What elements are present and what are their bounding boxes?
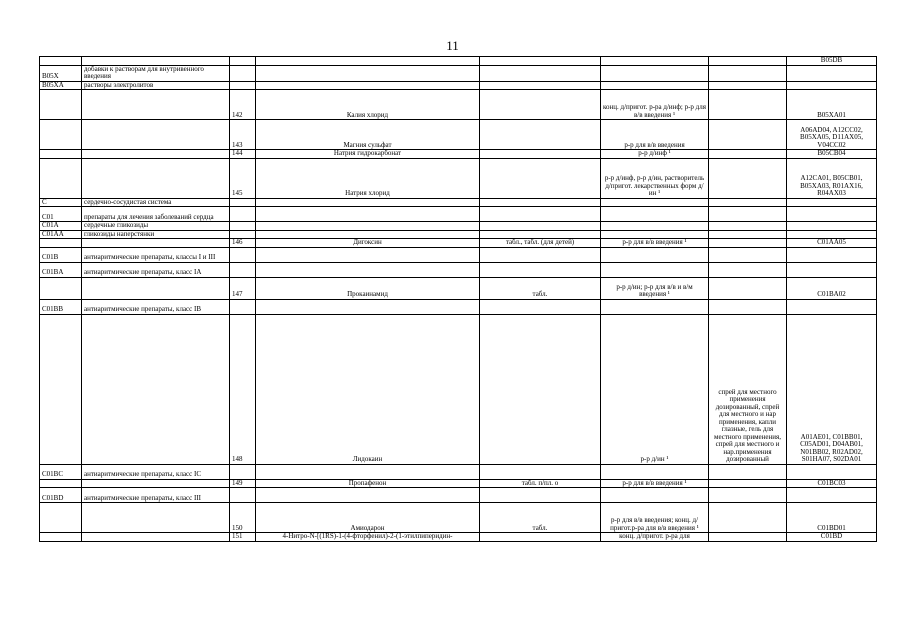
table-row: [40, 207, 877, 222]
injection-form-cell: р-р для в/в введения; конц. д/пригот.р-ра для в/в введения ¹: [601, 503, 709, 533]
atc-codes-cell: B05DB: [787, 57, 877, 66]
injection-form-cell: р-р для в/в введения ¹: [601, 479, 709, 488]
oral-form-cell: [480, 533, 601, 542]
injection-form-cell: р-р д/инф, р-р д/ин, растворитель д/пригот. лекарственных форм д/ин ¹: [601, 158, 709, 198]
atc-group-cell: [82, 533, 230, 542]
injection-form-cell: р-р для в/в введения: [601, 120, 709, 150]
topical-form-cell: [709, 488, 787, 503]
atc-group-cell: препараты для лечения заболеваний сердца: [82, 207, 230, 222]
oral-form-cell: [480, 207, 601, 222]
atc-code-cell: B05X: [40, 65, 82, 81]
atc-group-cell: [82, 479, 230, 488]
atc-group-cell: [82, 90, 230, 120]
item-number-cell: [230, 222, 256, 231]
drug-name-cell: [256, 262, 480, 277]
table-row: [40, 239, 877, 248]
atc-code-cell: [40, 314, 82, 464]
atc-code-cell: C01BA: [40, 262, 82, 277]
table-row: [40, 81, 877, 90]
injection-form-cell: [601, 247, 709, 262]
item-number-cell: [230, 464, 256, 479]
oral-form-cell: табл.: [480, 277, 601, 299]
item-number-cell: [230, 247, 256, 262]
drug-name-cell: 4-Нитро-N-[(1RS)-1-(4-фторфенил)-2-(1-этилпиперидин-: [256, 533, 480, 542]
table-row: [40, 299, 877, 314]
topical-form-cell: [709, 198, 787, 207]
topical-form-cell: [709, 247, 787, 262]
table-row: [40, 158, 877, 198]
oral-form-cell: [480, 230, 601, 239]
item-number-cell: 142: [230, 90, 256, 120]
injection-form-cell: [601, 230, 709, 239]
item-number-cell: [230, 299, 256, 314]
table-row: [40, 247, 877, 262]
drug-name-cell: [256, 488, 480, 503]
drug-name-cell: [256, 299, 480, 314]
atc-codes-cell: [787, 198, 877, 207]
atc-code-cell: C: [40, 198, 82, 207]
oral-form-cell: [480, 120, 601, 150]
item-number-cell: 146: [230, 239, 256, 248]
atc-code-cell: C01BD: [40, 488, 82, 503]
atc-group-cell: [82, 277, 230, 299]
table-row: [40, 90, 877, 120]
item-number-cell: [230, 207, 256, 222]
atc-code-cell: C01B: [40, 247, 82, 262]
injection-form-cell: [601, 207, 709, 222]
drug-name-cell: Амиодарон: [256, 503, 480, 533]
topical-form-cell: [709, 81, 787, 90]
atc-code-cell: C01: [40, 207, 82, 222]
drug-name-cell: Магния сульфат: [256, 120, 480, 150]
drug-name-cell: Дигоксин: [256, 239, 480, 248]
atc-group-cell: [82, 239, 230, 248]
topical-form-cell: [709, 479, 787, 488]
table-row: [40, 277, 877, 299]
topical-form-cell: [709, 65, 787, 81]
injection-form-cell: конц. д/пригот. р-ра для: [601, 533, 709, 542]
oral-form-cell: [480, 299, 601, 314]
table-body: [40, 57, 877, 542]
topical-form-cell: [709, 120, 787, 150]
item-number-cell: [230, 262, 256, 277]
atc-codes-cell: [787, 222, 877, 231]
atc-code-cell: [40, 239, 82, 248]
atc-codes-cell: [787, 65, 877, 81]
atc-code-cell: B05XA: [40, 81, 82, 90]
atc-group-cell: [82, 158, 230, 198]
atc-group-cell: [82, 57, 230, 66]
injection-form-cell: [601, 198, 709, 207]
atc-codes-cell: C01BA02: [787, 277, 877, 299]
table-row: [40, 488, 877, 503]
drug-name-cell: [256, 198, 480, 207]
drug-name-cell: [256, 464, 480, 479]
atc-code-cell: C01AA: [40, 230, 82, 239]
atc-group-cell: антиаритмические препараты, класс IA: [82, 262, 230, 277]
atc-codes-cell: [787, 81, 877, 90]
topical-form-cell: [709, 299, 787, 314]
atc-group-cell: антиаритмические препараты, класс III: [82, 488, 230, 503]
table-row: [40, 65, 877, 81]
item-number-cell: 144: [230, 150, 256, 159]
atc-codes-cell: [787, 262, 877, 277]
injection-form-cell: р-р д/ин; р-р для в/в и в/м введения ¹: [601, 277, 709, 299]
topical-form-cell: [709, 230, 787, 239]
table-row: [40, 57, 877, 66]
table-row: [40, 479, 877, 488]
atc-code-cell: [40, 158, 82, 198]
injection-form-cell: [601, 81, 709, 90]
drug-name-cell: [256, 81, 480, 90]
table-row: [40, 464, 877, 479]
atc-codes-cell: A01AE01, C01BB01, C05AD01, D04AB01, N01BB02, R02AD02, S01HA07, S02DA01: [787, 314, 877, 464]
oral-form-cell: [480, 488, 601, 503]
atc-code-cell: [40, 503, 82, 533]
topical-form-cell: [709, 533, 787, 542]
topical-form-cell: [709, 262, 787, 277]
oral-form-cell: табл. п/пл. о: [480, 479, 601, 488]
item-number-cell: [230, 198, 256, 207]
item-number-cell: [230, 230, 256, 239]
atc-code-cell: [40, 479, 82, 488]
oral-form-cell: [480, 314, 601, 464]
table-row: [40, 150, 877, 159]
item-number-cell: 150: [230, 503, 256, 533]
injection-form-cell: [601, 222, 709, 231]
atc-group-cell: [82, 150, 230, 159]
atc-code-cell: [40, 90, 82, 120]
atc-codes-cell: C01BC03: [787, 479, 877, 488]
atc-codes-cell: [787, 464, 877, 479]
oral-form-cell: [480, 90, 601, 120]
atc-code-cell: [40, 277, 82, 299]
atc-code-cell: [40, 533, 82, 542]
table-row: [40, 262, 877, 277]
atc-group-cell: сердечные гликозиды: [82, 222, 230, 231]
injection-form-cell: [601, 299, 709, 314]
drug-name-cell: Калия хлорид: [256, 90, 480, 120]
atc-code-cell: [40, 120, 82, 150]
page-number: 11: [446, 38, 459, 53]
oral-form-cell: [480, 198, 601, 207]
item-number-cell: [230, 57, 256, 66]
atc-codes-cell: B05XA01: [787, 90, 877, 120]
injection-form-cell: р-р д/ин ¹: [601, 314, 709, 464]
topical-form-cell: [709, 207, 787, 222]
atc-codes-cell: B05CB04: [787, 150, 877, 159]
drug-name-cell: Пропафенон: [256, 479, 480, 488]
topical-form-cell: [709, 222, 787, 231]
topical-form-cell: [709, 150, 787, 159]
drug-name-cell: [256, 230, 480, 239]
oral-form-cell: табл., табл. (для детей): [480, 239, 601, 248]
drug-name-cell: [256, 247, 480, 262]
atc-code-cell: C01BB: [40, 299, 82, 314]
item-number-cell: [230, 65, 256, 81]
topical-form-cell: спрей для местного применения дозированный, спрей для местного и нар применения, капли глазные, гель для местного применения, спрей для местного и нар.применения дозированный: [709, 314, 787, 464]
topical-form-cell: [709, 90, 787, 120]
atc-codes-cell: [787, 299, 877, 314]
atc-group-cell: [82, 314, 230, 464]
item-number-cell: 149: [230, 479, 256, 488]
table-row: [40, 503, 877, 533]
oral-form-cell: [480, 222, 601, 231]
atc-code-cell: [40, 150, 82, 159]
table-row: [40, 120, 877, 150]
atc-group-cell: [82, 120, 230, 150]
injection-form-cell: [601, 65, 709, 81]
drug-name-cell: [256, 207, 480, 222]
injection-form-cell: конц. д/пригот. р-ра д/инф; р-р для в/в введения ¹: [601, 90, 709, 120]
atc-codes-cell: C01AA05: [787, 239, 877, 248]
injection-form-cell: [601, 488, 709, 503]
atc-code-cell: C01A: [40, 222, 82, 231]
atc-group-cell: [82, 503, 230, 533]
table-row: [40, 533, 877, 542]
item-number-cell: 148: [230, 314, 256, 464]
atc-codes-cell: A12CA01, B05CB01, B05XA03, R01AX16, R04AX03: [787, 158, 877, 198]
atc-codes-cell: [787, 247, 877, 262]
atc-group-cell: антиаритмические препараты, класс IB: [82, 299, 230, 314]
topical-form-cell: [709, 503, 787, 533]
injection-form-cell: [601, 262, 709, 277]
table-row: [40, 230, 877, 239]
drug-name-cell: Натрия гидрокарбонат: [256, 150, 480, 159]
injection-form-cell: р-р для в/в введения ¹: [601, 239, 709, 248]
atc-codes-cell: C01BD: [787, 533, 877, 542]
drug-name-cell: [256, 65, 480, 81]
item-number-cell: 143: [230, 120, 256, 150]
item-number-cell: 145: [230, 158, 256, 198]
oral-form-cell: табл.: [480, 503, 601, 533]
atc-codes-cell: A06AD04, A12CC02, B05XA05, D11AX05, V04CC02: [787, 120, 877, 150]
oral-form-cell: [480, 81, 601, 90]
atc-codes-cell: [787, 488, 877, 503]
injection-form-cell: р-р д/инф ¹: [601, 150, 709, 159]
oral-form-cell: [480, 158, 601, 198]
item-number-cell: 147: [230, 277, 256, 299]
atc-group-cell: растворы электролитов: [82, 81, 230, 90]
drug-name-cell: Натрия хлорид: [256, 158, 480, 198]
drug-name-cell: Прокаинамид: [256, 277, 480, 299]
oral-form-cell: [480, 464, 601, 479]
drug-register-table: [39, 56, 877, 542]
atc-group-cell: антиаритмические препараты, класс IC: [82, 464, 230, 479]
item-number-cell: [230, 488, 256, 503]
item-number-cell: 151: [230, 533, 256, 542]
injection-form-cell: [601, 464, 709, 479]
oral-form-cell: [480, 262, 601, 277]
atc-codes-cell: [787, 207, 877, 222]
topical-form-cell: [709, 57, 787, 66]
atc-group-cell: сердечно-сосудистая система: [82, 198, 230, 207]
topical-form-cell: [709, 464, 787, 479]
atc-codes-cell: C01BD01: [787, 503, 877, 533]
drug-name-cell: [256, 57, 480, 66]
atc-code-cell: C01BC: [40, 464, 82, 479]
atc-group-cell: добавки к растворам для внутривенного введения: [82, 65, 230, 81]
injection-form-cell: [601, 57, 709, 66]
topical-form-cell: [709, 158, 787, 198]
table-row: [40, 314, 877, 464]
oral-form-cell: [480, 150, 601, 159]
item-number-cell: [230, 81, 256, 90]
oral-form-cell: [480, 247, 601, 262]
oral-form-cell: [480, 65, 601, 81]
atc-codes-cell: [787, 230, 877, 239]
oral-form-cell: [480, 57, 601, 66]
topical-form-cell: [709, 277, 787, 299]
atc-code-cell: [40, 57, 82, 66]
table-row: [40, 222, 877, 231]
drug-name-cell: Лидокаин: [256, 314, 480, 464]
drug-name-cell: [256, 222, 480, 231]
table-row: [40, 198, 877, 207]
topical-form-cell: [709, 239, 787, 248]
atc-group-cell: гликозиды наперстянки: [82, 230, 230, 239]
atc-group-cell: антиаритмические препараты, классы I и III: [82, 247, 230, 262]
